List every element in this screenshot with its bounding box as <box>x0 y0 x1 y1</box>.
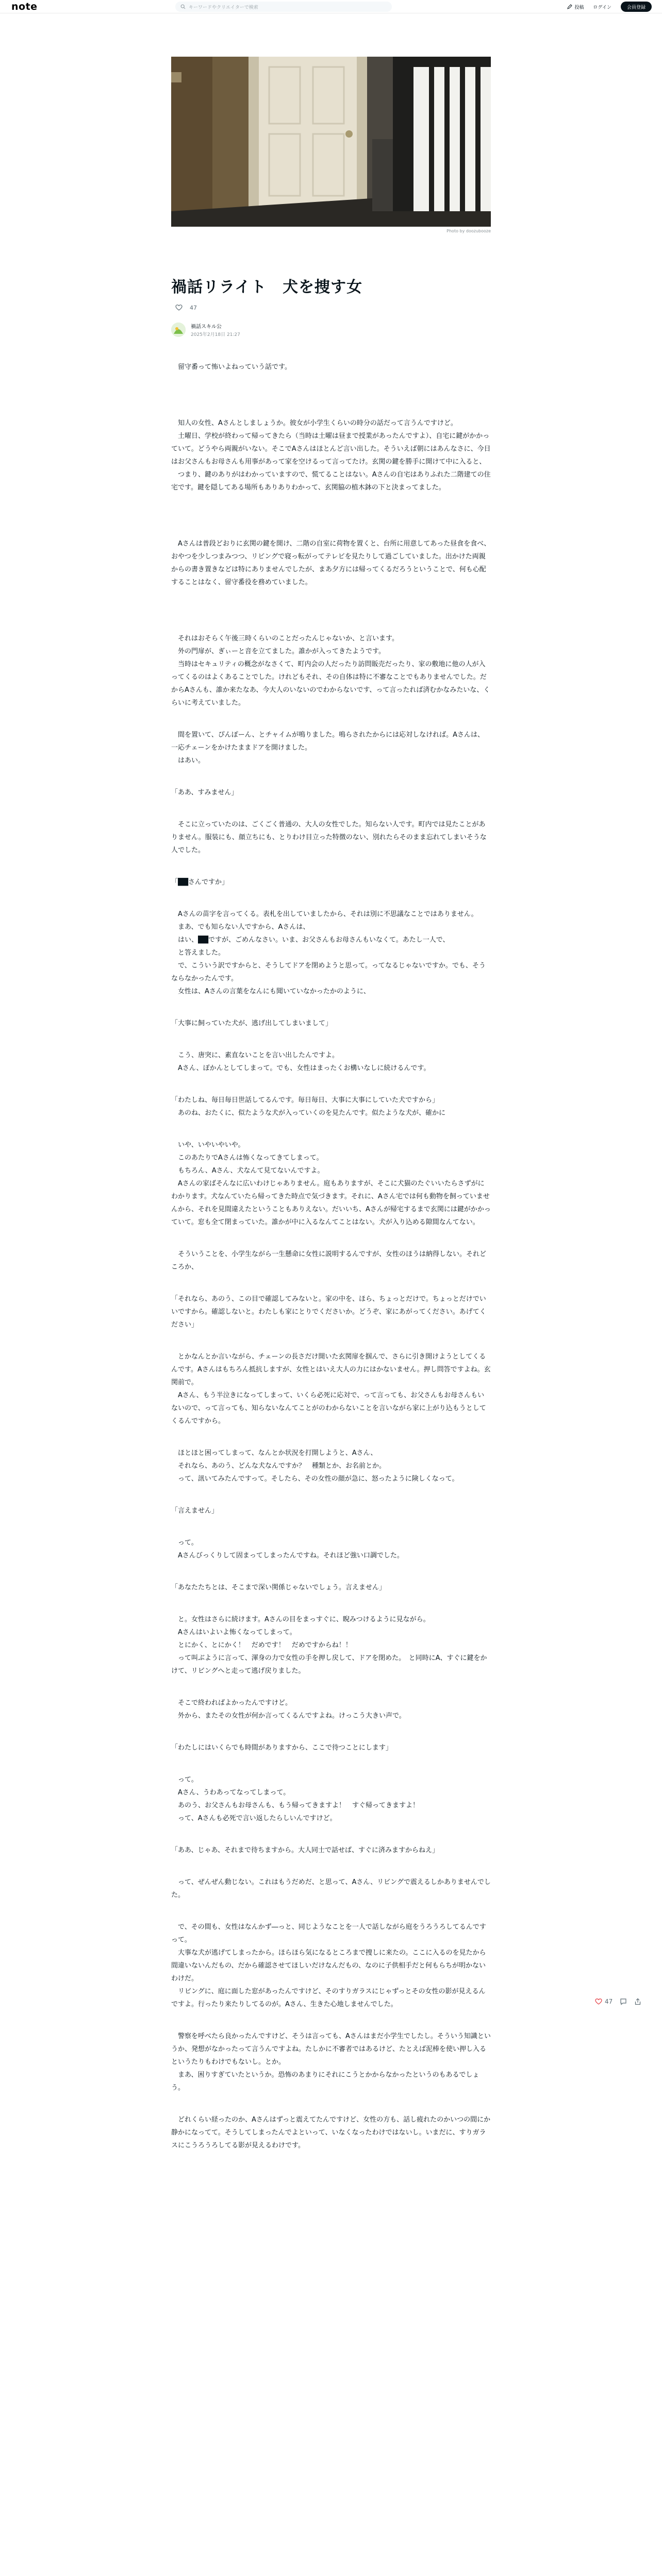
like-row <box>175 304 197 311</box>
signup-button[interactable]: 会員登録 <box>621 2 652 12</box>
paragraph <box>171 1350 491 1428</box>
paragraph-line: って、Aさんも必死で言い返したらしいんですけど。 <box>171 1815 337 1822</box>
note-logo[interactable]: note <box>11 1 38 12</box>
paragraph <box>171 1094 491 1120</box>
paragraph-line: つまり、鍵のありがはわかっていますので、慌てることはない。Aさんの自宅はありふれた二階建ての住宅です。鍵を隠してある場所もありありわかって、玄関脇の植木鉢の下と決まってました。 <box>171 471 491 492</box>
paragraph <box>171 2030 491 2094</box>
paragraph <box>171 1876 491 1902</box>
paragraph <box>171 632 491 709</box>
paragraph-line: 「あなたたちとは、そこまで深い関係じゃないでしょう。言えません」 <box>171 1584 386 1591</box>
paragraph-line: って、訊いてみたんですって。そしたら、その女性の顔が急に、怒ったように険しくなって。 <box>171 1475 459 1483</box>
paragraph-line: こう、唐突に、素直ないことを言い出したんですよ。 <box>171 1052 339 1059</box>
paragraph-line: 「言えません」 <box>171 1507 219 1515</box>
paragraph-line: 「わたしね、毎日毎日世話してるんです。毎日毎日、大事に大事にしていた犬ですから」 <box>171 1096 439 1104</box>
paragraph <box>171 1921 491 2011</box>
article-title: 禍話リライト 犬を捜す女 <box>171 278 363 296</box>
paragraph <box>171 1049 491 1075</box>
paragraph <box>171 1773 491 1825</box>
door-photo <box>171 57 491 227</box>
paragraph-line: どれくらい経ったのか、Aさんはずっと震えてたんですけど、女性の方も、話し疲れたのかいつの間にか静かになってて。そうしてしまったんでよといって、いなくなったわけではないし。いまだに、すりガラスにこうろうろしてる影が見えるわけです。 <box>171 2116 491 2149</box>
paragraph-line: それなら、あのう、どんな犬なんですか？ 種類とか、お名前とか。 <box>171 1462 386 1470</box>
paragraph <box>171 1017 491 1030</box>
paragraph-line: 知人の女性、Aさんとしましょうか。彼女が小学生くらいの時分の話だって言うんですけど。 <box>171 419 457 427</box>
paragraph-line: 「██さんですか」 <box>171 878 228 886</box>
paragraph-line: 女性は、Aさんの言葉をなんにも聞いていなかったかのように、 <box>171 988 370 995</box>
comment-button[interactable] <box>620 1998 627 2005</box>
like-count-floating: 47 <box>605 1998 613 2005</box>
like-count: 47 <box>190 304 197 311</box>
paragraph-line: 「それなら、あのう、この目で確認してみないと。家の中を、ほら、ちょっとだけで。ちょっとだけでいいですから。確認しないと。わたしも家にとりでくださいか。どうぞ、家にあがってください。あげてください」 <box>171 1295 486 1329</box>
paragraph-line: Aさん、うわあってなってしまって。 <box>171 1789 290 1797</box>
paragraph-line: で、こういう訳ですからと、そうしてドアを閉めようと思って。ってなるじゃないですか。でも、そうならなかったんです。 <box>171 962 486 982</box>
paragraph <box>171 537 491 589</box>
paragraph-line: ほとほと困ってしまって、なんとか状況を打開しようと、Aさん、 <box>171 1449 377 1457</box>
paragraph-line: それはおそらく午後三時くらいのことだったんじゃないか、と言います。 <box>171 635 399 642</box>
paragraph-line: 「ああ、すみません」 <box>171 789 238 796</box>
top-header <box>0 0 662 13</box>
paragraph-line: って。 <box>171 1539 198 1547</box>
paragraph-line: 「大事に飼っていた犬が、逃げ出してしまいまして」 <box>171 1020 333 1027</box>
heart-outline-icon[interactable] <box>175 304 183 311</box>
photo-credit: Photo by doozubooze <box>446 229 491 233</box>
paragraph-line: リビングに、庭に面した窓があったんですけど、そのすりガラスにじゃずっとその女性の影が見えるんですよ。行ったり来たりしてるのが。Aさん、生きた心地しませんでした。 <box>171 1988 486 2008</box>
login-link[interactable]: ログイン <box>593 5 611 10</box>
paragraph <box>171 876 491 889</box>
paragraph-line: 留守番って怖いよねっていう話です。 <box>171 363 291 371</box>
paragraph <box>171 1447 491 1485</box>
search-placeholder[interactable]: キーワードやクリエイターで検索 <box>189 5 258 10</box>
paragraph-line: 間を置いて、ぴんぽーん、とチャイムが鳴りました。鳴らされたからには応対しなければ。Aさんは、一応チェーンをかけたままドアを開けました。 <box>171 731 485 752</box>
paragraph-line: って、ぜんぜん動じない。これはもうだめだ、と思って、Aさん、リビングで震えるしかありませんでした。 <box>171 1878 491 1899</box>
paragraph-line: はい、██ですが、ごめんなさい。いま、お父さんもお母さんもいなくて。あたし一人で、 <box>171 936 450 944</box>
paragraph-line: って。 <box>171 1776 198 1784</box>
paragraph-line: 「ああ、じゃあ、それまで待ちますから。大人同士で話せば、すぐに済みますからねえ」 <box>171 1846 439 1854</box>
paragraph-line: あのう、お父さんもお母さんも、もう帰ってきますよ！ すぐ帰ってきますよ！ <box>171 1802 420 1809</box>
paragraph-line: まあ、でも知らない人ですから、Aさんは、 <box>171 923 310 931</box>
paragraph <box>171 1139 491 1229</box>
paragraph-line: 外から、またその女性が何か言ってくるんですよね。けっこう大きい声で。 <box>171 1712 406 1720</box>
paragraph-line: はあい。 <box>171 757 205 765</box>
paragraph-line: もちろん、Aさん、犬なんて見てないんですよ。 <box>171 1167 324 1175</box>
paragraph-line: で、その間も、女性はなんかず―っと、同じようなことを一人で話しながら庭をうろうろしてるんですって。 <box>171 1923 486 1944</box>
paragraph-line: まあ、困りすぎていたというか。恐怖のあまりにそれにこうとかからなかったというのもあるでしょう。 <box>171 2071 479 2092</box>
article-body <box>171 361 491 2171</box>
paragraph <box>171 1248 491 1274</box>
post-link[interactable] <box>567 4 584 10</box>
search-icon <box>180 4 186 9</box>
paragraph-line: そこで終わればよかったんですけど。 <box>171 1699 292 1707</box>
paragraph <box>171 361 491 374</box>
paragraph-line: Aさん、ぽかんとしてしまって。でも、女性はまったくお構いなしに続けるんです。 <box>171 1064 431 1072</box>
comment-icon <box>620 1998 627 2005</box>
paragraph-line: Aさんびっくりして固まってしまったんですね。それほど強い口調でした。 <box>171 1552 404 1560</box>
like-button[interactable] <box>595 1998 613 2005</box>
floating-actions <box>595 1998 641 2005</box>
paragraph-line: Aさんは普段どおりに玄関の鍵を開け、二階の自室に荷物を置くと、台所に用意してあった昼食を食べ、おやつを少しつまみつつ、リビングで寝っ転がってテレビを見たりして過ごしていました。出かけた両親からの書き置きなどは特にありませんでしたが、まあ夕方には帰ってくるだろうということで、何も心配することはなく、留守番役を務めていました。 <box>171 540 491 586</box>
paragraph-line: Aさんの苗字を言ってくる。表札を出していましたから、それは別に不思議なことではありません。 <box>171 910 478 918</box>
paragraph <box>171 786 491 799</box>
author-name[interactable]: 禍話スキル公 <box>191 324 222 330</box>
paragraph-line: と答えました。 <box>171 949 225 957</box>
author-block <box>171 322 240 337</box>
paragraph-line: Aさんの家ばそんなに広いわけじゃありません。庭もありますが、そこに犬猫のたぐいいたらさずがにわかります。犬なんていたら帰ってきた時点で気づきます。それに、Aさん宅では何も動物を飼っていませんから、それを見間違えたということもありえない。だいいち、Aさんが帰宅するまで玄関には鍵がかかっていて。窓も全て閉まっていた。誰かが中に入るなんてことはない。犬が入り込める隙間なんてない。 <box>171 1180 491 1226</box>
paragraph-line: あのね、おたくに、似たような犬が入っていくのを見たんです。似たような犬が、確かに <box>171 1109 445 1117</box>
paragraph <box>171 1844 491 1857</box>
paragraph <box>171 1613 491 1677</box>
paragraph-line: このあたりでAさんは怖くなってきてしまって。 <box>171 1154 323 1162</box>
heart-icon <box>595 1998 602 2005</box>
hero-image <box>171 57 491 227</box>
pen-icon <box>567 4 572 9</box>
avatar[interactable] <box>171 323 186 337</box>
paragraph <box>171 1581 491 1594</box>
paragraph <box>171 818 491 857</box>
paragraph <box>171 908 491 998</box>
paragraph-line: そこに立っていたのは、ごくごく普通の、大人の女性でした。知らない人です。町内では見たことがありません。服装にも、顔立ちにも、とりわけ目立った特徴のない、別れたらそのまま忘れてしまいそうな人でした。 <box>171 821 487 854</box>
paragraph-line: Aさんはいよいよ怖くなってしまって。 <box>171 1629 296 1636</box>
paragraph <box>171 1293 491 1331</box>
header-actions <box>567 2 652 12</box>
paragraph-line: とにかく、とにかく！ だめです！ だめですからね！！ <box>171 1641 352 1649</box>
paragraph-line: いや、いやいやいや。 <box>171 1141 245 1149</box>
paragraph <box>171 1536 491 1562</box>
paragraph-line: 土曜日、学校が終わって帰ってきたら（当時は土曜は昼まで授業があったんですよ）、自宅に鍵がかかっていて。どうやら両親がいない。そこでAさんはほとんど言い出した。そういえば朝にはあんなさに、今日はお父さんもお母さんも用事があって家を空けるって言ってたけ。玄関の鍵を勝手に開けて中に入ると、 <box>171 432 491 466</box>
post-date: 2025年2月18日 21:27 <box>191 332 240 337</box>
post-label: 投稿 <box>574 5 584 10</box>
paragraph-line: そういうことを、小学生ながら一生懸命に女性に説明するんですが、女性のほうは納得しない。それどころか、 <box>171 1250 487 1271</box>
paragraph <box>171 417 491 494</box>
share-button[interactable] <box>634 1998 641 2005</box>
paragraph-line: 外の門扉が、ぎぃーと音を立てました。誰かが入ってきたようです。 <box>171 648 385 655</box>
share-icon <box>634 1998 641 2005</box>
paragraph-line: Aさん、もう半泣きになってしまって、いくら必死に応対で、って言っても、お父さんもお母さんもいないので、って言っても、知らないなんてことがのわからないことを言いながら家に上がり込もうとしてくるんですから。 <box>171 1392 486 1425</box>
paragraph-line: と。女性はさらに続けます。Aさんの目をまっすぐに、睨みつけるように見ながら。 <box>171 1616 430 1623</box>
paragraph-line: 当時はセキュリティの概念がなさくて、町内会の人だったり訪問販売だったり、家の敷地に他の人が入ってくるのはよくあることでした。けれどもそれ、その自体は特に不審なことでもありませんでした。だからAさんも、誰か来たなあ、今大人のいないのでわからないです、って言ったれば済むかなみたいな、くらいに考えていました。 <box>171 660 490 707</box>
paragraph <box>171 2113 491 2152</box>
paragraph-line: 「わたしにはいくらでも時間がありますから、ここで待つことにします」 <box>171 1744 392 1752</box>
paragraph <box>171 1741 491 1754</box>
paragraph-line: とかなんとか言いながら、チェーンの長さだけ開いた玄関扉を掴んで、さらに引き開けようとしてくるんです。Aさんはもちろん抵抗しますが、女性とはいえ大人の力にはかないません。押し問答ですよね。玄関前で。 <box>171 1353 491 1386</box>
paragraph <box>171 728 491 767</box>
paragraph-line: 大事な犬が逃げてしまったから。ほらほら気になるところまで捜しに来たの。ここに入るのを見たから間違いないんだもの、だから確認させてほしいだけなんだもの、なのに子供相手だと何もらちが明かないわけだ。 <box>171 1949 486 1982</box>
paragraph-line: 警察を呼べたら良かったんですけど、そうは言っても、Aさんはまだ小学生でしたし。そういう知識というか、発想がなかったって言うんですよね。たしかに不審者ではあるけど、たとえば泥棒を使い押し入るというたりもわけでもないし。とか。 <box>171 2032 491 2066</box>
search-box[interactable] <box>175 2 392 12</box>
paragraph-line: って叫ぶように言って、渾身の力で女性の手を押し戻して、ドアを閉めた。 と同時にA、すぐに鍵をかけて、リビングへと走って逃げ戻りました。 <box>171 1654 487 1675</box>
paragraph <box>171 1504 491 1517</box>
paragraph <box>171 1697 491 1722</box>
